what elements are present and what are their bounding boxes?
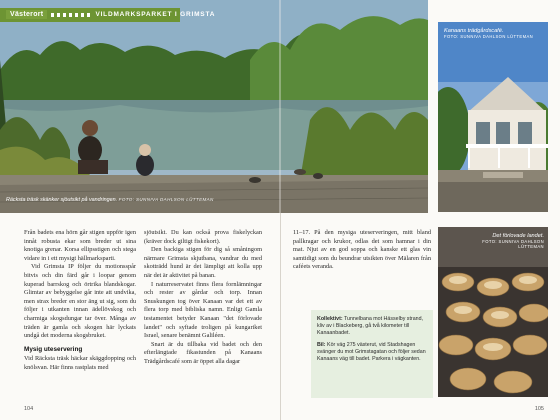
photo-credit: FOTO: SUNNIVA DAHLSON LÜTTEMAN: [118, 197, 214, 202]
paragraph: Den backiga stigen för dig så småningom närmare Grimsta skjutbana, vandrar du med skotträdd hund är det lämpligt att kolla upp när det är aktivitet på banan.: [144, 246, 262, 279]
caption-text: Räcksta träsk skänker sjöutsikt på vandringen.: [6, 197, 118, 203]
photo-credit: FOTO: SUNNIVA DAHLSON LÜTTEMAN: [444, 34, 534, 39]
header-region: Västerort: [6, 10, 47, 19]
info-box: [311, 310, 433, 398]
lake-photo: [0, 0, 428, 213]
paragraph: Vid Grimsta IP följer du motionsspår bitvis och din färd går i loopar genom kuperad barrskog och örtrika blandskogar. Glimtar av bebyggelse går inte att undvika, men strax breder en stor äng ut sig, som du följer i utkanten innan ädellövskog och charmiga skogsdungar tar över. Många av träden är gamla och skogen här lyckats undgå det moderna skogsbruket.: [24, 263, 136, 340]
cookies-illustration: [438, 227, 548, 397]
lake-caption: [6, 197, 276, 203]
lake-illustration: [0, 0, 428, 213]
page-number: 105: [534, 406, 544, 412]
text-column-3: [293, 229, 431, 272]
header-title: VILDMARKSPARKET I GRIMSTA: [95, 11, 216, 18]
info-label: Kollektivt:: [317, 316, 343, 322]
page-number: 104: [24, 406, 34, 412]
info-label: Bil:: [317, 341, 326, 348]
cafe-photo: [438, 22, 548, 212]
paragraph: 11–17. På den mysiga uteserveringen, mitt bland pallkragar och krukor, odlas det som hamnar i din mat. Njut av en god soppa och kanske ett glas vin samtidigt som du beundrar utsikten över Mälaren från caféets veranda.: [293, 229, 431, 271]
paragraph: Snart är du tillbaka vid badet och den efterlängtade fikastunden på Kanaans Trädgårdscafé som är öppet alla dagar: [144, 340, 262, 365]
caption-text: Kanaans trädgårdscafé.: [444, 28, 504, 34]
paragraph: sjöutsikt. Du kan också prova fiskelyckan (kräver dock giltigt fiskekort).: [144, 229, 262, 245]
photo-credit: FOTO: SUNNIVA DAHLSON LÜTTEMAN: [482, 239, 544, 249]
paragraph: Från badets ena hörn går stigen uppför igen innåt robusta ekar som breder ut sina knotiga grenar. Korsa ellipsstigen och stega vidare in i ett mysigt hällmarksparti.: [24, 229, 136, 262]
cafe-illustration: [438, 22, 548, 212]
caption-text: Det förlovade landet.: [492, 233, 544, 239]
text-column-1: [24, 229, 136, 373]
info-text: Tunnelbana mot Hässelby strand, kliv av i Blackeberg, gå två kilometer till Kanaanbadet.: [317, 316, 424, 337]
running-header: [6, 10, 215, 19]
cookie-caption: [478, 233, 544, 249]
section-heading: Mysig uteservering: [24, 345, 83, 353]
text-column-2: [144, 229, 262, 367]
header-dots: [51, 13, 91, 17]
paragraph: I naturreservatet finns flera fornlämningar och rester av gårdar och torp. Innan Snuskungen tog över Kanaan var det ett av flera torp med bibliska namn. Enligt Gamla testamentet betyder Kanaan "det förlovade landet" och syftade troligen på kungariket Israel, senare benämnt Galiléen.: [144, 280, 262, 340]
cookie-photo: [438, 227, 548, 397]
info-text: Kör väg 275 västerut, vid Stadshagen svänger du mot Grimstagatan och följer sedan Kanaans väg till badet. Parkera i vägkanten.: [317, 341, 426, 363]
paragraph: Vid Räcksta träsk häckar skäggdopping och knölsvan. Här finns rastplats med: [24, 355, 136, 371]
info-car: [317, 342, 427, 364]
info-transit: [317, 316, 427, 338]
cafe-caption: [444, 28, 533, 39]
